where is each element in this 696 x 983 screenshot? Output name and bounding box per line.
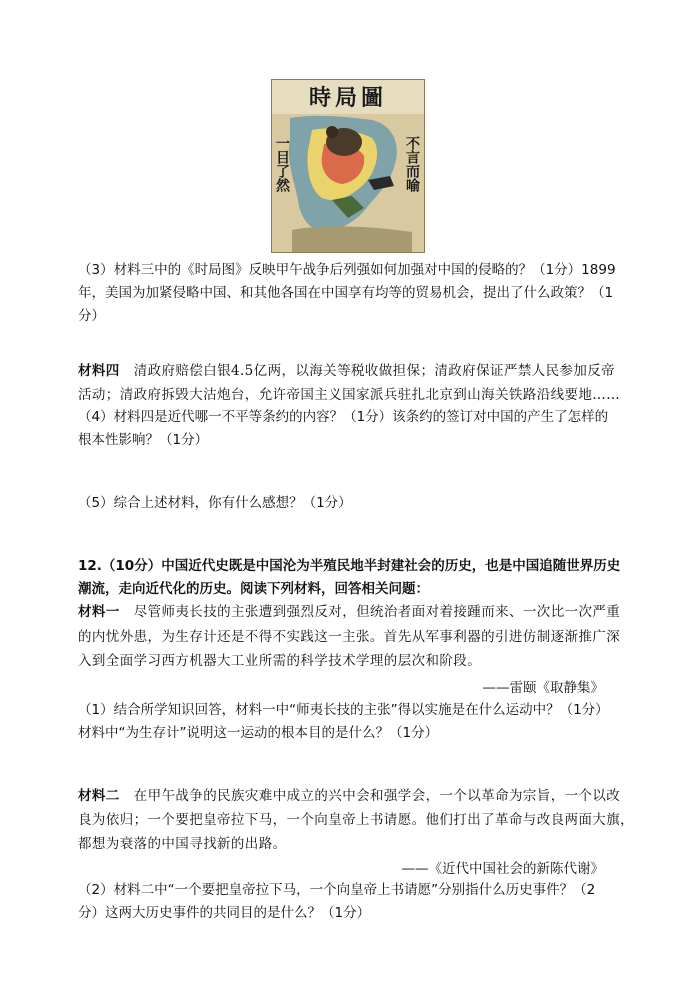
- material2-line-1: [78, 786, 620, 806]
- material4-label: 材料四: [78, 363, 120, 379]
- q4-line-2: 根本性影响？（1分）: [78, 432, 209, 448]
- q1-line-1: （1）结合所学知识回答，材料一中“师夷长技的主张”得以实施是在什么运动中？（1分）: [78, 702, 609, 718]
- q3-line-2: 年，美国为加紧侵略中国、和其他各国在中国享有均等的贸易机会，提出了什么政策？（1: [78, 285, 614, 301]
- q12-line-2: 潮流，走向近代化的历史。阅读下列材料，回答相关问题：: [78, 581, 429, 597]
- material2-text-1: 在甲午战争的民族灾难中成立的兴中会和强学会，一个以革命为宗旨，一个以改: [133, 788, 621, 804]
- material2-source: ——《近代中国社会的新陈代谢》: [401, 861, 604, 877]
- material4-line-2: 活动；清政府拆毁大沽炮台，允许帝国主义国家派兵驻扎北京到山海关铁路沿线要地……: [78, 387, 621, 403]
- q5-line-1: （5）综合上述材料，你有什么感想？（1分）: [78, 495, 352, 511]
- cartoon-title: 時局圖: [308, 85, 388, 111]
- q2-line-1: （2）材料二中“一个要把皇帝拉下马，一个向皇帝上书请愿”分别指什么历史事件？（2: [78, 882, 596, 898]
- shiju-tu-cartoon: [271, 79, 425, 253]
- q2-line-2: 分）这两大历史事件的共同目的是什么？（1分）: [78, 905, 371, 921]
- material1-line-1: [78, 602, 620, 622]
- material1-label: 材料一: [78, 604, 120, 620]
- q3-line-1: （3）材料三中的《时局图》反映甲午战争后列强如何加强对中国的侵略的？（1分）1899: [78, 262, 616, 278]
- q4-line-1: （4）材料四是近代哪一不平等条约的内容？（1分）该条约的签订对中国的产生了怎样的: [78, 409, 609, 425]
- q1-line-2: 材料中“为生存计”说明这一运动的根本目的是什么？（1分）: [78, 725, 439, 741]
- cartoon-right-caption: 不言而喻: [404, 136, 420, 192]
- cartoon-illustration: [272, 80, 424, 252]
- material4-line-1: [78, 361, 615, 381]
- material1-source: ——雷颐《取静集》: [482, 680, 604, 696]
- material1-text-1: 尽管师夷长技的主张遭到强烈反对，但统治者面对着接踵而来、一次比一次严重: [133, 604, 621, 620]
- material4-text-1: 清政府赔偿白银4.5亿两，以海关等税收做担保；清政府保证严禁人民参加反帝: [133, 363, 616, 379]
- material1-line-3: 入到全面学习西方机器大工业所需的科学技术学理的层次和阶段。: [78, 653, 482, 669]
- q3-line-3: 分）: [78, 308, 105, 324]
- material2-label: 材料二: [78, 788, 120, 804]
- cartoon-left-caption: 一目了然: [274, 136, 290, 192]
- material2-line-3: 都想为衰落的中国寻找新的出路。: [78, 836, 287, 852]
- q12-line-1: 12.（10分）中国近代史既是中国沦为半殖民地半封建社会的历史，也是中国追随世界历史: [78, 558, 621, 574]
- material1-line-2: 的内忧外患，为生存计还是不得不实践这一主张。首先从军事利器的引进仿制逐渐推广深: [78, 629, 621, 645]
- material2-line-2: 良为依归；一个要把皇帝拉下马，一个向皇帝上书请愿。他们打出了革命与改良两面大旗，: [78, 812, 634, 828]
